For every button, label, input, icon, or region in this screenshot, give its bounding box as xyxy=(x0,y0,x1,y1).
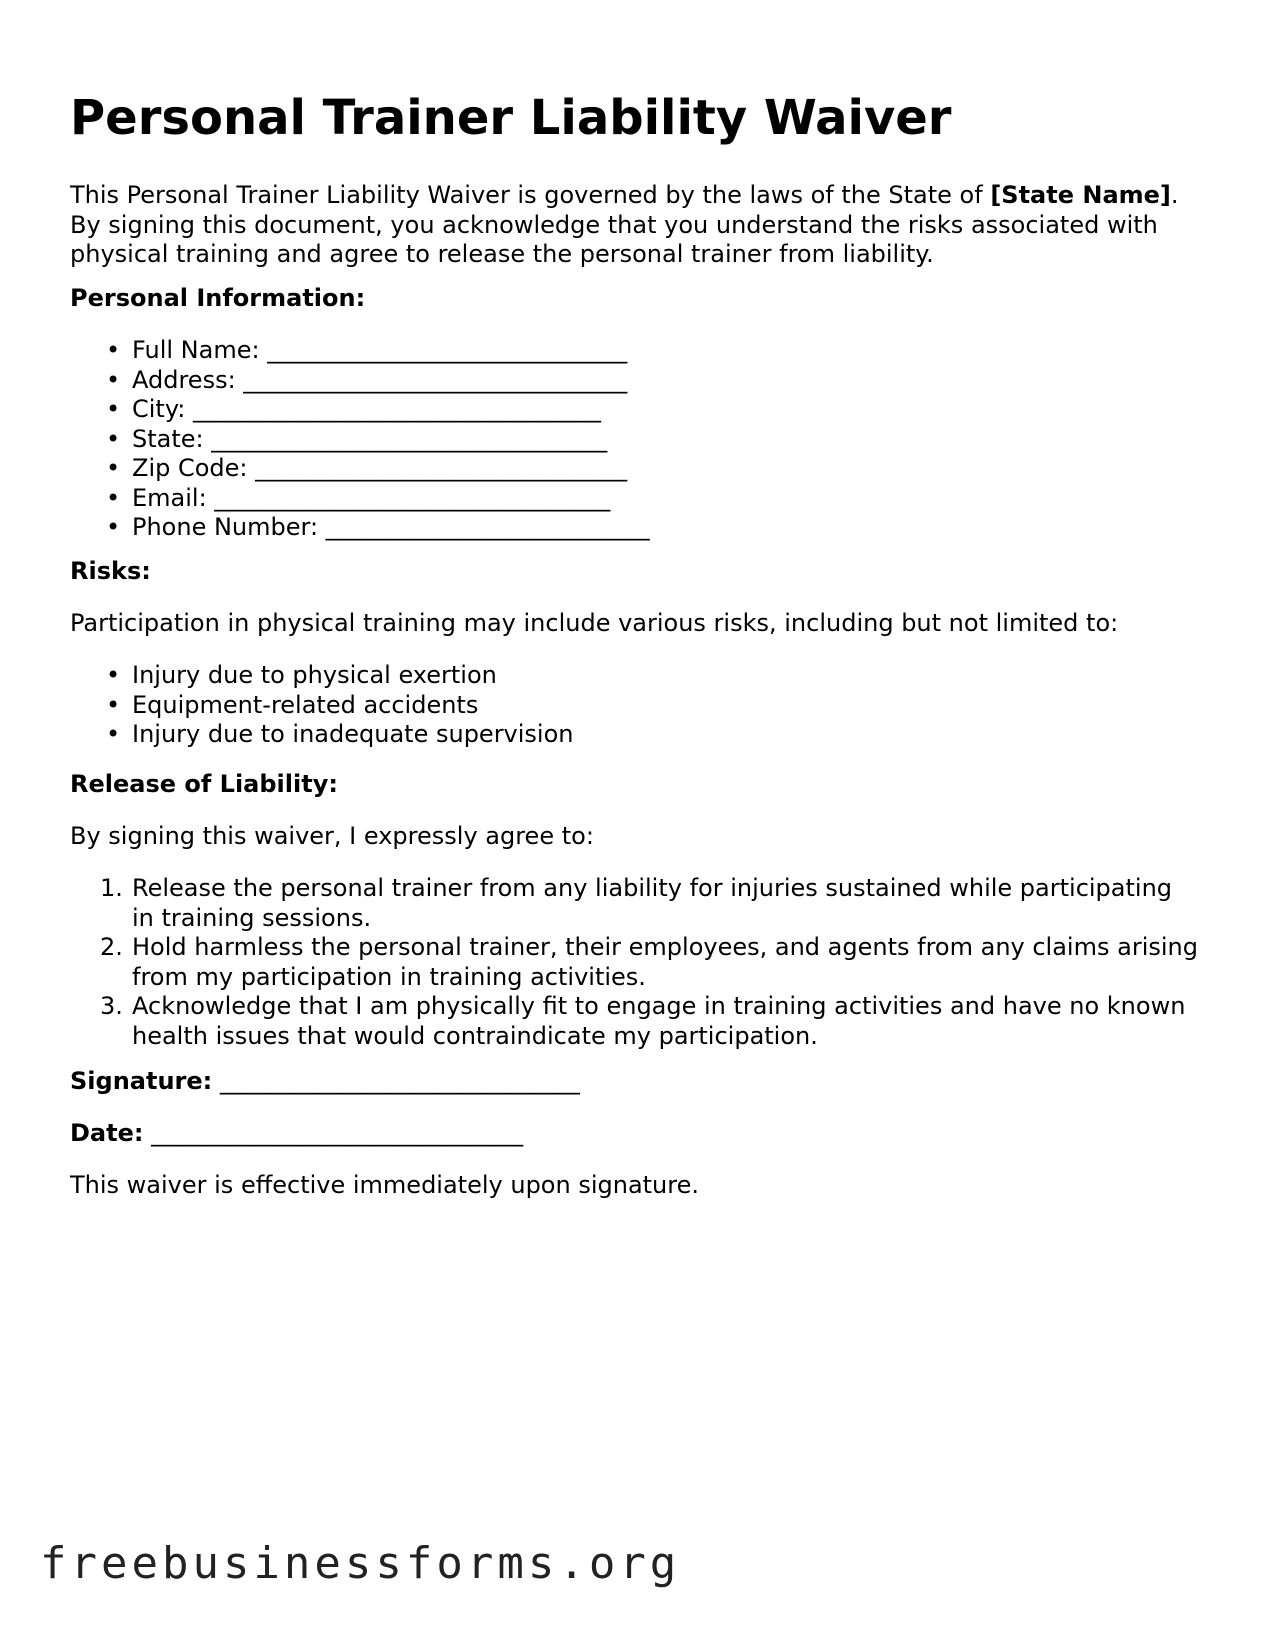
release-list xyxy=(70,874,1200,1051)
date-field: _______________________________ xyxy=(151,1119,524,1147)
intro-paragraph xyxy=(70,181,1200,270)
personal-info-list xyxy=(70,336,1200,543)
closing-statement: This waiver is effective immediately upon signature. xyxy=(70,1171,700,1199)
release-item: 1. Release the personal trainer from any liability for injuries sustained while participating in training sessions. xyxy=(100,874,1173,932)
risks-intro: Participation in physical training may include various risks, including but not limited to: xyxy=(70,609,1119,637)
field-state: • State: _________________________________ xyxy=(106,424,608,453)
date-label: Date: xyxy=(70,1119,144,1147)
personal-info-heading: Personal Information: xyxy=(70,284,366,312)
risks-heading: Risks: xyxy=(70,557,151,585)
release-intro: By signing this waiver, I expressly agree to: xyxy=(70,822,594,850)
risk-item: • Equipment-related accidents xyxy=(106,690,479,719)
signature-field: ______________________________ xyxy=(219,1067,580,1095)
risk-item: • Injury due to physical exertion xyxy=(106,661,497,689)
intro-text-before: This Personal Trainer Liability Waiver is governed by the laws of the State of xyxy=(70,181,991,209)
field-email: • Email: _________________________________ xyxy=(106,483,611,512)
field-address: • Address: ________________________________ xyxy=(106,365,628,394)
release-heading: Release of Liability: xyxy=(70,770,338,798)
field-full-name: • Full Name: ______________________________ xyxy=(106,336,628,364)
field-zip-code: • Zip Code: _______________________________ xyxy=(106,454,628,482)
site-watermark: freebusinessforms.org xyxy=(40,1538,681,1589)
release-item: 2. Hold harmless the personal trainer, their employees, and agents from any claims arising from my participation in training activities. xyxy=(100,933,1198,991)
document-title: Personal Trainer Liability Waiver xyxy=(70,90,952,146)
signature-label: Signature: xyxy=(70,1067,213,1095)
field-city: • City: __________________________________ xyxy=(106,395,602,423)
risks-list xyxy=(70,661,1200,750)
signature-line xyxy=(70,1067,580,1097)
intro-text-after: . By signing this document, you acknowledge that you understand the risks associated with physical training and agree to release the personal trainer from liability. xyxy=(70,181,1179,268)
state-name-placeholder: [State Name] xyxy=(990,181,1171,209)
field-phone-number: • Phone Number: ___________________________ xyxy=(106,513,650,541)
risk-item: • Injury due to inadequate supervision xyxy=(106,720,574,748)
date-line xyxy=(70,1119,523,1149)
release-item: 3. Acknowledge that I am physically fit to engage in training activities and have no known health issues that would contraindicate my participation. xyxy=(100,992,1186,1050)
